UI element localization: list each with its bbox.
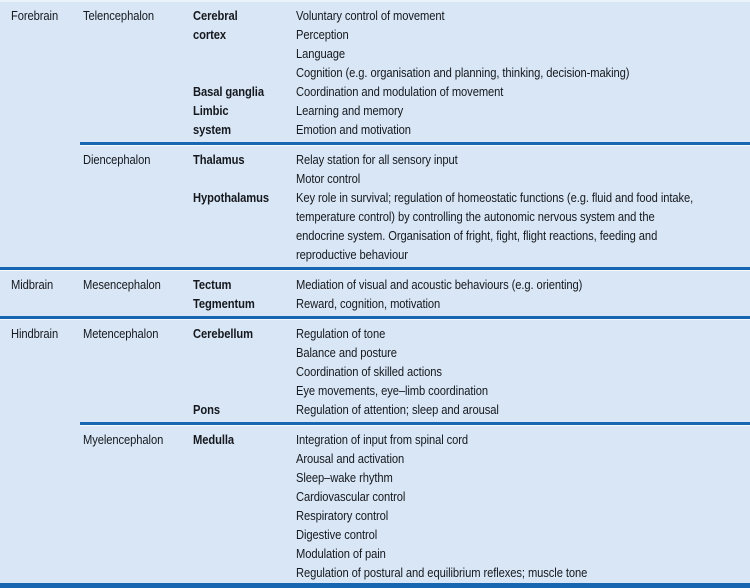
subdivision-cell — [80, 324, 193, 419]
structure-label: Thalamus — [193, 152, 245, 167]
function-text: Modulation of pain — [296, 546, 386, 561]
structure-cell — [193, 275, 296, 294]
function-text: Balance and posture — [296, 345, 397, 360]
division-cell — [0, 150, 80, 264]
function-text: Regulation of attention; sleep and arousal — [296, 402, 499, 417]
block-metencephalon — [0, 320, 750, 422]
block-diencephalon — [0, 146, 750, 267]
function-text: reproductive behaviour — [296, 247, 408, 262]
functions-cell — [296, 6, 750, 82]
division-cell — [0, 324, 80, 419]
function-text: Coordination and modulation of movement — [296, 84, 504, 99]
entry-cerebellum — [193, 324, 750, 400]
entries — [193, 430, 750, 582]
function-text: Mediation of visual and acoustic behaviours (e.g. orienting) — [296, 277, 583, 292]
functions-cell — [296, 150, 750, 188]
function-text: Cardiovascular control — [296, 489, 406, 504]
division-label-midbrain: Midbrain — [11, 277, 54, 292]
structure-label: Tegmentum — [193, 296, 255, 311]
structure-cell — [193, 324, 296, 400]
block-mesencephalon — [0, 271, 750, 316]
structure-cell — [193, 430, 296, 582]
function-text: Coordination of skilled actions — [296, 364, 442, 379]
function-text: Key role in survival; regulation of homeostatic functions (e.g. fluid and food intake, — [296, 190, 694, 205]
division-cell — [0, 6, 80, 139]
subdivision-label-metencephalon: Metencephalon — [83, 326, 159, 341]
structure-label: Hypothalamus — [193, 190, 270, 205]
entry-basal-ganglia — [193, 82, 750, 101]
function-text: Emotion and motivation — [296, 122, 411, 137]
entry-thalamus — [193, 150, 750, 188]
function-text: Regulation of tone — [296, 326, 386, 341]
function-text: Motor control — [296, 171, 361, 186]
subdivision-label-diencephalon: Diencephalon — [83, 152, 151, 167]
division-cell — [0, 430, 80, 582]
structure-cell — [193, 150, 296, 188]
entry-limbic-system — [193, 101, 750, 139]
function-text: Relay station for all sensory input — [296, 152, 458, 167]
function-text: Regulation of postural and equilibrium reflexes; muscle tone — [296, 565, 588, 580]
functions-cell — [296, 294, 750, 313]
entry-hypothalamus — [193, 188, 750, 264]
entry-medulla — [193, 430, 750, 582]
structure-label: Cerebellum — [193, 326, 254, 341]
structure-cell — [193, 294, 296, 313]
function-text: Perception — [296, 27, 349, 42]
function-text: Cognition (e.g. organisation and planning, thinking, decision-making) — [296, 65, 630, 80]
entry-tegmentum — [193, 294, 750, 313]
function-text: endocrine system. Organisation of fright, fight, flight reactions, feeding and — [296, 228, 658, 243]
entry-pons — [193, 400, 750, 419]
structure-label: system — [193, 122, 232, 137]
subdivision-label-myelencephalon: Myelencephalon — [83, 432, 164, 447]
structure-label: cortex — [193, 27, 227, 42]
entries — [193, 324, 750, 419]
subdivision-label-telencephalon: Telencephalon — [83, 8, 154, 23]
function-text: Eye movements, eye–limb coordination — [296, 383, 489, 398]
division-label-hindbrain: Hindbrain — [11, 326, 59, 341]
function-text: Voluntary control of movement — [296, 8, 445, 23]
function-text: temperature control) by controlling the autonomic nervous system and the — [296, 209, 655, 224]
block-myelencephalon — [0, 426, 750, 585]
division-cell — [0, 275, 80, 313]
functions-cell — [296, 101, 750, 139]
function-text: Integration of input from spinal cord — [296, 432, 469, 447]
structure-label: Cerebral — [193, 8, 238, 23]
subdivision-cell — [80, 6, 193, 139]
functions-cell — [296, 188, 750, 264]
function-text: Reward, cognition, motivation — [296, 296, 441, 311]
subdivision-cell — [80, 150, 193, 264]
entry-cerebral-cortex — [193, 6, 750, 82]
entries — [193, 150, 750, 264]
functions-cell — [296, 82, 750, 101]
block-telencephalon — [0, 2, 750, 142]
functions-cell — [296, 430, 750, 582]
function-text: Language — [296, 46, 346, 61]
structure-label: Pons — [193, 402, 220, 417]
structure-cell — [193, 400, 296, 419]
function-text: Arousal and activation — [296, 451, 405, 466]
entries — [193, 6, 750, 139]
structure-cell — [193, 6, 296, 82]
entries — [193, 275, 750, 313]
structure-cell — [193, 101, 296, 139]
function-text: Respiratory control — [296, 508, 389, 523]
structure-label: Basal ganglia — [193, 84, 264, 99]
functions-cell — [296, 275, 750, 294]
subdivision-label-mesencephalon: Mesencephalon — [83, 277, 161, 292]
functions-cell — [296, 400, 750, 419]
structure-label: Tectum — [193, 277, 232, 292]
division-label-forebrain: Forebrain — [11, 8, 59, 23]
entry-tectum — [193, 275, 750, 294]
functions-cell — [296, 324, 750, 400]
function-text: Digestive control — [296, 527, 378, 542]
subdivision-cell — [80, 430, 193, 582]
function-text: Sleep–wake rhythm — [296, 470, 393, 485]
subdivision-cell — [80, 275, 193, 313]
function-text: Learning and memory — [296, 103, 404, 118]
structure-cell — [193, 188, 296, 264]
structure-label: Medulla — [193, 432, 235, 447]
structure-label: Limbic — [193, 103, 229, 118]
structure-cell — [193, 82, 296, 101]
